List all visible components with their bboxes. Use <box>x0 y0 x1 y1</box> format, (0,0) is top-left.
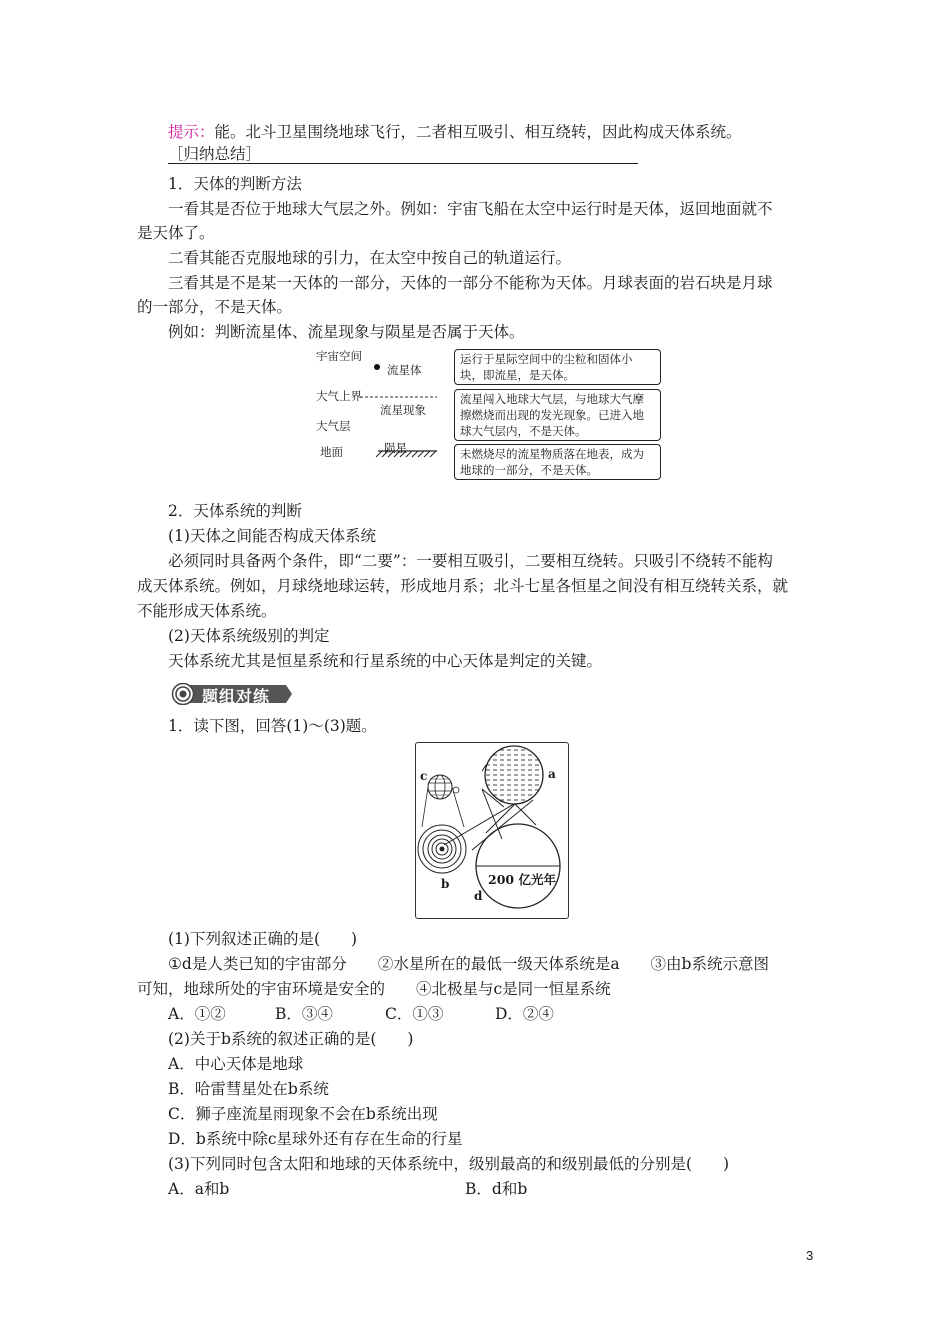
s1-p2: 二看其能否克服地球的引力，在太空中按自己的轨道运行。 <box>168 249 572 267</box>
q1-option-c[interactable]: C．①③ <box>385 1005 444 1023</box>
celestial-system-diagram <box>415 742 569 919</box>
label-a: a <box>548 767 556 781</box>
q2-stem: (2)关于b系统的叙述正确的是( ) <box>168 1030 414 1048</box>
hint-text: 能。北斗卫星围绕地球飞行，二者相互吸引、相互绕转，因此构成天体系统。 <box>214 123 742 141</box>
item-meteor: 流星现象 <box>380 403 426 417</box>
q3-option-b[interactable]: B．d和b <box>465 1180 528 1198</box>
q1-line1: ①d是人类已知的宇宙部分 ②水星所在的最低一级天体系统是a ③由b系统示意图 <box>168 955 769 973</box>
box2-line1: 流星闯入地球大气层，与地球大气摩 <box>460 392 644 406</box>
q2-option-d[interactable]: D．b系统中除c星球外还有存在生命的行星 <box>168 1130 463 1148</box>
celestial-system-figure <box>416 743 568 918</box>
practice-banner <box>170 683 292 705</box>
circle-d-text: 200 亿光年 <box>488 872 556 887</box>
meteor-diagram <box>312 345 672 483</box>
q3-option-a[interactable]: A．a和b <box>168 1180 230 1198</box>
label-atmosphere: 大气层 <box>316 419 351 433</box>
label-atmosphere-top: 大气上界 <box>316 389 362 403</box>
q-intro: 1．读下图，回答(1)～(3)题。 <box>168 717 377 735</box>
q2-option-a[interactable]: A．中心天体是地球 <box>168 1055 304 1073</box>
q1-stem: (1)下列叙述正确的是( ) <box>168 930 358 948</box>
s2-sub2: (2)天体系统级别的判定 <box>168 627 330 645</box>
q2-option-c[interactable]: C．狮子座流星雨现象不会在b系统出现 <box>168 1105 438 1123</box>
q3-stem: (3)下列同时包含太阳和地球的天体系统中，级别最高的和级别最低的分别是( ) <box>168 1155 730 1173</box>
label-b: b <box>441 877 450 891</box>
box3-line1: 未燃烧尽的流星物质落在地表，成为 <box>460 447 644 461</box>
box2-line2: 擦燃烧而出现的发光现象。已进入地 <box>460 408 644 422</box>
q1-option-d[interactable]: D．②④ <box>495 1005 554 1023</box>
label-ground: 地面 <box>320 445 343 459</box>
s2-p2: 天体系统尤其是恒星系统和行星系统的中心天体是判定的关键。 <box>168 652 603 670</box>
q1-option-b[interactable]: B．③④ <box>275 1005 333 1023</box>
s1-heading: 1．天体的判断方法 <box>168 175 302 193</box>
hint-label: 提示： <box>168 123 215 141</box>
s1-p3-line2: 的一部分，不是天体。 <box>137 298 293 316</box>
q2-option-b[interactable]: B．哈雷彗星处在b系统 <box>168 1080 329 1098</box>
label-d: d <box>474 889 483 903</box>
s1-p1-line1: 一看其是否位于地球大气层之外。例如：宇宙飞船在太空中运行时是天体，返回地面就不 <box>168 200 773 218</box>
box-meteorite <box>454 444 661 480</box>
s2-p1-line2: 成天体系统。例如，月球绕地球运转，形成地月系；北斗七星各恒星之间没有相互绕转关系，就 <box>137 577 789 595</box>
s2-heading: 2．天体系统的判断 <box>168 502 302 520</box>
box-meteor <box>454 389 661 441</box>
s2-sub1: (1)天体之间能否构成天体系统 <box>168 527 376 545</box>
box3-line2: 地球的一部分，不是天体。 <box>460 463 598 477</box>
box2-line3: 球大气层内，不是天体。 <box>460 424 587 438</box>
label-space: 宇宙空间 <box>316 349 362 363</box>
box-meteoroid <box>454 349 661 385</box>
q1-option-a[interactable]: A．①② <box>168 1005 226 1023</box>
s1-example: 例如：判断流星体、流星现象与陨星是否属于天体。 <box>168 323 525 341</box>
item-meteorite: 陨星 <box>384 441 407 455</box>
summary-title: ［归纳总结］ <box>168 145 262 163</box>
s1-p3-line1: 三看其是不是某一天体的一部分，天体的一部分不能称为天体。月球表面的岩石块是月球 <box>168 274 773 292</box>
label-c: c <box>420 769 428 783</box>
banner-text: 题组对练 <box>202 687 271 706</box>
s1-p1-line2: 是天体了。 <box>137 224 215 242</box>
s2-p1-line3: 不能形成天体系统。 <box>137 602 277 620</box>
box1-line2: 块，即流星，是天体。 <box>460 368 575 382</box>
s2-p1-line1: 必须同时具备两个条件，即“二要”：一要相互吸引，二要相互绕转。只吸引不绕转不能构 <box>168 552 773 570</box>
box1-line1: 运行于星际空间中的尘粒和固体小 <box>460 352 633 366</box>
q1-line2: 可知，地球所处的宇宙环境是安全的 ④北极星与c是同一恒星系统 <box>137 980 611 998</box>
item-meteoroid: 流星体 <box>387 363 422 377</box>
summary-rule <box>168 163 638 164</box>
page-number: 3 <box>806 1248 814 1263</box>
hint-line <box>168 121 742 143</box>
